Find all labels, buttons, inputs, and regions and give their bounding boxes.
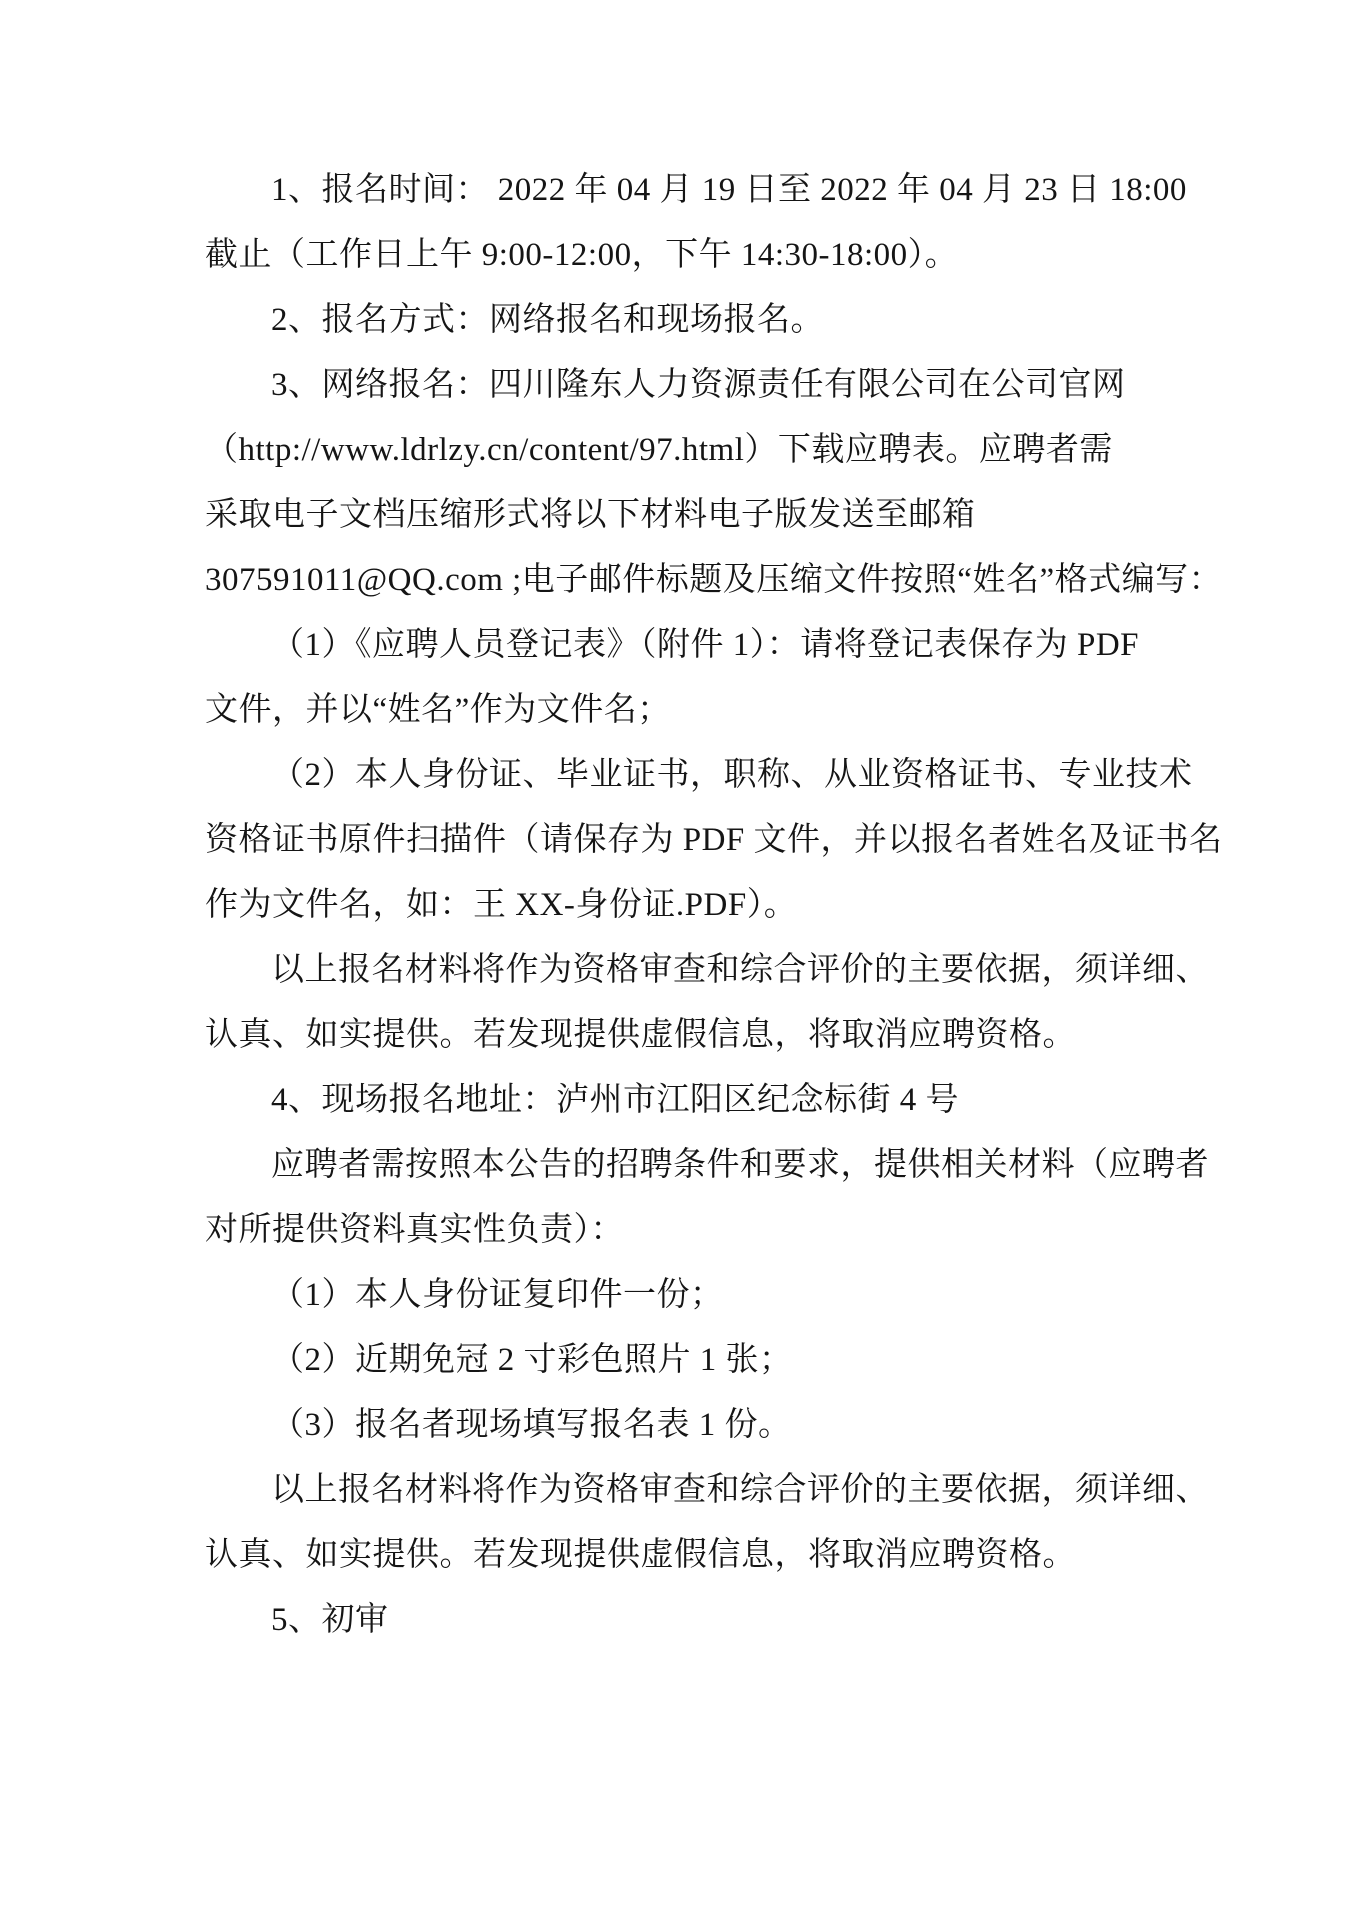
text-line: （2）近期免冠 2 寸彩色照片 1 张； bbox=[271, 1342, 793, 1378]
text-line: 2、报名方式：网络报名和现场报名。 bbox=[271, 302, 824, 338]
text-line: 5、初审 bbox=[271, 1602, 389, 1638]
text-line: （1）《应聘人员登记表》（附件 1）：请将登记表保存为 PDF bbox=[271, 627, 1140, 663]
text-line: 认真、如实提供。若发现提供虚假信息，将取消应聘资格。 bbox=[205, 1537, 1076, 1573]
text-line: 资格证书原件扫描件（请保存为 PDF 文件，并以报名者姓名及证书名 bbox=[205, 822, 1223, 858]
text-line: 文件，并以“姓名”作为文件名； bbox=[205, 692, 671, 728]
text-line: 4、现场报名地址：泸州市江阳区纪念标街 4 号 bbox=[271, 1082, 959, 1118]
text-line: （3）报名者现场填写报名表 1 份。 bbox=[271, 1407, 792, 1443]
text-line: 以上报名材料将作为资格审查和综合评价的主要依据，须详细、 bbox=[271, 952, 1209, 988]
text-line: 以上报名材料将作为资格审查和综合评价的主要依据，须详细、 bbox=[271, 1472, 1209, 1508]
text-line: 应聘者需按照本公告的招聘条件和要求，提供相关材料（应聘者 bbox=[271, 1147, 1209, 1183]
text-line: 对所提供资料真实性负责）： bbox=[205, 1212, 624, 1248]
text-line: （http://www.ldrlzy.cn/content/97.html）下载应聘表。应聘者需 bbox=[205, 432, 1113, 468]
text-line: 认真、如实提供。若发现提供虚假信息，将取消应聘资格。 bbox=[205, 1017, 1076, 1053]
text-line: 截止（工作日上午 9:00-12:00，下午 14:30-18:00）。 bbox=[205, 237, 959, 273]
text-line: 307591011@QQ.com ;电子邮件标题及压缩文件按照“姓名”格式编写： bbox=[205, 562, 1223, 598]
text-line: 采取电子文档压缩形式将以下材料电子版发送至邮箱 bbox=[205, 497, 976, 533]
text-line: 3、网络报名：四川隆东人力资源责任有限公司在公司官网 bbox=[271, 367, 1126, 403]
text-line: 作为文件名，如：王 XX-身份证.PDF）。 bbox=[205, 887, 798, 923]
text-line: （1）本人身份证复印件一份； bbox=[271, 1277, 724, 1313]
text-line: （2）本人身份证、毕业证书，职称、从业资格证书、专业技术 bbox=[271, 757, 1193, 793]
document-text-block bbox=[205, 158, 1223, 1653]
text-line: 1、报名时间： 2022 年 04 月 19 日至 2022 年 04 月 23 日 18:00 bbox=[271, 172, 1187, 208]
